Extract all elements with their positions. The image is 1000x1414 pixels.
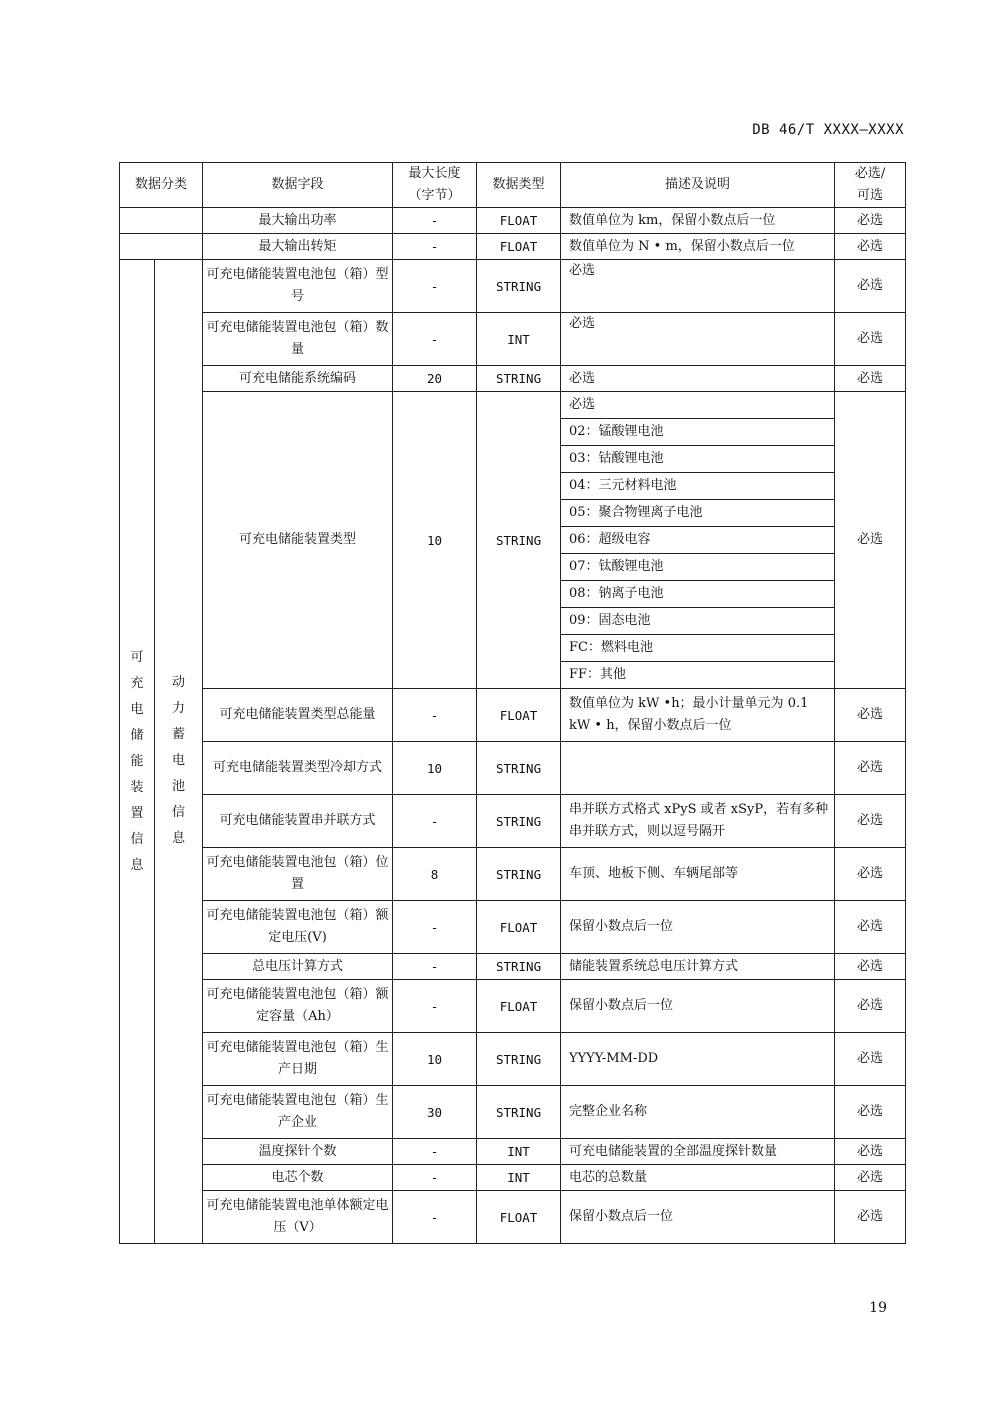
required-cell: 必选 <box>835 980 906 1033</box>
type-cell: STRING <box>477 742 561 795</box>
desc-cell: 车顶、地板下侧、车辆尾部等 <box>561 848 835 901</box>
field-cell: 可充电储能装置电池单体额定电压（V） <box>203 1191 393 1244</box>
table-row <box>120 689 906 742</box>
type-cell: FLOAT <box>477 1191 561 1244</box>
header-desc: 描述及说明 <box>561 163 835 208</box>
category-main-char: 储 <box>130 728 144 744</box>
category-sub-cell <box>155 260 203 1244</box>
type-cell: STRING <box>477 954 561 980</box>
category-main-char: 置 <box>130 806 144 822</box>
type-cell: STRING <box>477 795 561 848</box>
header-max-length <box>393 163 477 208</box>
category-main-char: 信 <box>130 832 144 848</box>
category-sub-char: 力 <box>172 701 186 717</box>
desc-cell: 保留小数点后一位 <box>561 901 835 954</box>
table-row <box>120 234 906 260</box>
max-length-cell: 20 <box>393 366 477 392</box>
category-main-char: 息 <box>130 858 144 874</box>
field-cell: 可充电储能系统编码 <box>203 366 393 392</box>
battery-type-option: 03：钴酸锂电池 <box>561 446 835 473</box>
battery-type-option: 06：超级电容 <box>561 527 835 554</box>
table-row <box>120 1086 906 1139</box>
field-cell: 可充电储能装置电池包（箱）额定容量（Ah） <box>203 980 393 1033</box>
field-cell: 温度探针个数 <box>203 1139 393 1165</box>
required-cell: 必选 <box>835 392 906 689</box>
empty-category-cell <box>120 234 203 260</box>
max-length-cell: - <box>393 234 477 260</box>
required-cell: 必选 <box>835 954 906 980</box>
required-cell: 必选 <box>835 1033 906 1086</box>
desc-cell: 可充电储能装置的全部温度探针数量 <box>561 1139 835 1165</box>
type-cell: STRING <box>477 260 561 313</box>
header-category: 数据分类 <box>120 163 203 208</box>
category-sub-char: 池 <box>172 779 186 795</box>
required-cell: 必选 <box>835 1191 906 1244</box>
category-main-char: 电 <box>130 702 144 718</box>
desc-cell: 保留小数点后一位 <box>561 980 835 1033</box>
table-row <box>120 742 906 795</box>
category-sub-char: 电 <box>172 753 186 769</box>
header-max-length-line2: （字节） <box>408 188 461 204</box>
max-length-cell: - <box>393 795 477 848</box>
category-sub-char: 动 <box>172 675 186 691</box>
table-row <box>120 1033 906 1086</box>
page-number: 19 <box>869 1300 887 1316</box>
category-sub-char: 蓄 <box>172 727 186 743</box>
desc-cell: 数值单位为 N • m，保留小数点后一位 <box>561 234 835 260</box>
field-cell: 可充电储能装置电池包（箱）生产日期 <box>203 1033 393 1086</box>
required-cell: 必选 <box>835 689 906 742</box>
required-cell: 必选 <box>835 795 906 848</box>
field-cell: 总电压计算方式 <box>203 954 393 980</box>
battery-type-option: 09：固态电池 <box>561 608 835 635</box>
desc-cell: 必选 <box>561 366 835 392</box>
category-main-char: 可 <box>130 650 144 666</box>
field-cell: 最大输出转矩 <box>203 234 393 260</box>
type-cell: STRING <box>477 848 561 901</box>
table-row <box>120 901 906 954</box>
type-cell: FLOAT <box>477 208 561 234</box>
desc-cell: 数值单位为 km，保留小数点后一位 <box>561 208 835 234</box>
category-main-cell <box>120 260 155 1244</box>
field-cell: 可充电储能装置电池包（箱）位置 <box>203 848 393 901</box>
table-row <box>120 1139 906 1165</box>
desc-cell: 完整企业名称 <box>561 1086 835 1139</box>
category-main-char: 能 <box>130 754 144 770</box>
table-row <box>120 980 906 1033</box>
header-max-length-line1: 最大长度 <box>408 166 461 181</box>
max-length-cell: - <box>393 689 477 742</box>
table-row <box>120 795 906 848</box>
battery-type-option: 04：三元材料电池 <box>561 473 835 500</box>
battery-type-option: 02：锰酸锂电池 <box>561 419 835 446</box>
max-length-cell: 10 <box>393 742 477 795</box>
max-length-cell: 10 <box>393 1033 477 1086</box>
type-cell: FLOAT <box>477 901 561 954</box>
required-cell: 必选 <box>835 260 906 313</box>
required-cell: 必选 <box>835 313 906 366</box>
max-length-cell: - <box>393 1191 477 1244</box>
desc-cell: 电芯的总数量 <box>561 1165 835 1191</box>
desc-cell: 串并联方式格式 xPyS 或者 xSyP，若有多种串并联方式，则以逗号隔开 <box>561 795 835 848</box>
data-spec-table <box>119 162 906 1244</box>
required-cell: 必选 <box>835 848 906 901</box>
field-cell: 可充电储能装置串并联方式 <box>203 795 393 848</box>
field-cell: 可充电储能装置电池包（箱）型号 <box>203 260 393 313</box>
battery-type-option: FF：其他 <box>561 662 835 689</box>
required-cell: 必选 <box>835 234 906 260</box>
type-cell: STRING <box>477 392 561 689</box>
max-length-cell: 8 <box>393 848 477 901</box>
desc-cell <box>561 742 835 795</box>
field-cell: 可充电储能装置类型冷却方式 <box>203 742 393 795</box>
field-cell: 可充电储能装置电池包（箱）生产企业 <box>203 1086 393 1139</box>
type-cell: STRING <box>477 366 561 392</box>
table-row <box>120 1191 906 1244</box>
table-row <box>120 260 906 313</box>
required-cell: 必选 <box>835 1086 906 1139</box>
type-cell: INT <box>477 1165 561 1191</box>
max-length-cell: - <box>393 1139 477 1165</box>
field-cell: 可充电储能装置类型 <box>203 392 393 689</box>
category-sub-char: 信 <box>172 805 186 821</box>
battery-type-option: 必选 <box>561 392 835 419</box>
type-cell: INT <box>477 1139 561 1165</box>
header-required <box>835 163 906 208</box>
battery-type-option: 08：钠离子电池 <box>561 581 835 608</box>
type-cell: STRING <box>477 1086 561 1139</box>
type-cell: FLOAT <box>477 980 561 1033</box>
table-row <box>120 366 906 392</box>
document-code: DB 46/T XXXX—XXXX <box>752 122 904 138</box>
category-main-char: 充 <box>130 676 144 692</box>
max-length-cell: - <box>393 260 477 313</box>
type-cell: FLOAT <box>477 689 561 742</box>
type-cell: FLOAT <box>477 234 561 260</box>
field-cell: 可充电储能装置电池包（箱）额定电压(V) <box>203 901 393 954</box>
table-row <box>120 392 906 419</box>
header-required-line2: 可选 <box>857 188 884 204</box>
max-length-cell: - <box>393 954 477 980</box>
field-cell: 电芯个数 <box>203 1165 393 1191</box>
type-cell: STRING <box>477 1033 561 1086</box>
field-cell: 可充电储能装置类型总能量 <box>203 689 393 742</box>
max-length-cell: 30 <box>393 1086 477 1139</box>
table-row <box>120 313 906 366</box>
required-cell: 必选 <box>835 1165 906 1191</box>
field-cell: 可充电储能装置电池包（箱）数量 <box>203 313 393 366</box>
required-cell: 必选 <box>835 208 906 234</box>
category-main-char: 装 <box>130 780 144 796</box>
table-row <box>120 208 906 234</box>
desc-cell: 必选 <box>561 260 835 313</box>
table-body <box>120 208 906 1244</box>
empty-category-cell <box>120 208 203 234</box>
required-cell: 必选 <box>835 1139 906 1165</box>
desc-cell: 储能装置系统总电压计算方式 <box>561 954 835 980</box>
desc-cell: 保留小数点后一位 <box>561 1191 835 1244</box>
desc-cell: YYYY-MM-DD <box>561 1033 835 1086</box>
desc-cell: 数值单位为 kW •h；最小计量单元为 0.1 kW • h，保留小数点后一位 <box>561 689 835 742</box>
field-cell: 最大输出功率 <box>203 208 393 234</box>
required-cell: 必选 <box>835 742 906 795</box>
table-row <box>120 954 906 980</box>
table-row <box>120 1165 906 1191</box>
battery-type-option: 05：聚合物锂离子电池 <box>561 500 835 527</box>
max-length-cell: - <box>393 313 477 366</box>
header-type: 数据类型 <box>477 163 561 208</box>
max-length-cell: - <box>393 980 477 1033</box>
battery-type-option: 07：钛酸锂电池 <box>561 554 835 581</box>
table-row <box>120 848 906 901</box>
max-length-cell: - <box>393 208 477 234</box>
type-cell: INT <box>477 313 561 366</box>
required-cell: 必选 <box>835 366 906 392</box>
max-length-cell: - <box>393 901 477 954</box>
table-header-row <box>120 163 906 208</box>
required-cell: 必选 <box>835 901 906 954</box>
header-required-line1: 必选/ <box>854 166 886 181</box>
category-sub-char: 息 <box>172 831 186 847</box>
battery-type-option: FC：燃料电池 <box>561 635 835 662</box>
max-length-cell: - <box>393 1165 477 1191</box>
desc-cell: 必选 <box>561 313 835 366</box>
header-field: 数据字段 <box>203 163 393 208</box>
max-length-cell: 10 <box>393 392 477 689</box>
